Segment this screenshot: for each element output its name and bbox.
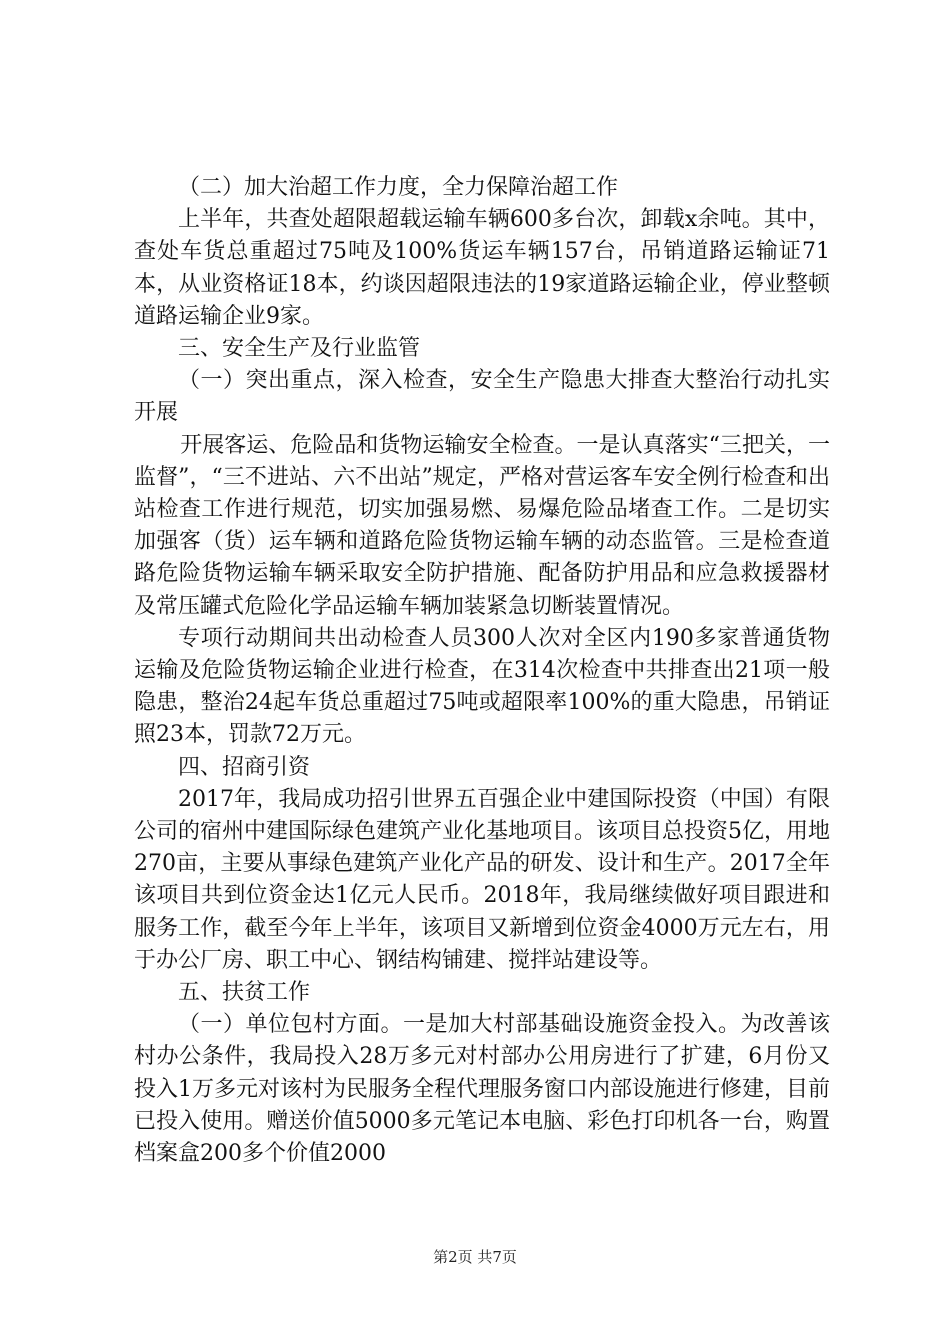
paragraph-8: 2017年，我局成功招引世界五百强企业中建国际投资（中国）有限公司的宿州中建国际绿色建筑产业化基地项目。该项目总投资5亿，用地270亩，主要从事绿色建筑产业化产品的研发、设计和生产。2017全年该项目共到位资金达1亿元人民币。2018年，我局继续做好项目跟进和服务工作，截至今年上半年，该项目又新增到位资金4000万元左右，用于办公厂房、职工中心、钢结构铺建、搅拌站建设等。 — [134, 786, 830, 973]
section-heading-4: 四、招商引资 — [178, 754, 311, 780]
section-heading-3: 三、安全生产及行业监管 — [178, 336, 421, 362]
page-footer: 第2页 共7页 — [433, 1248, 517, 1266]
document-body — [134, 172, 830, 1170]
paragraph-1: （二）加大治超工作力度，全力保障治超工作 — [178, 175, 619, 200]
paragraph-4: （一）突出重点，深入检查，安全生产隐患大排查大整治行动扎实开展 — [134, 368, 830, 426]
paragraph-6: 专项行动期间共出动检查人员300人次对全区内190多家普通货物运输及危险货物运输企业进行检查，在314次检查中共排查出21项一般隐患，整治24起车货总重超过75吨或超限率100%的重大隐患，吊销证照23本，罚款72万元。 — [134, 625, 830, 748]
paragraph-5: 开展客运、危险品和货物运输安全检查。一是认真落实“三把关，一监督”，“三不进站、六不出站”规定，严格对营运客车安全例行检查和出站检查工作进行规范，切实加强易燃、易爆危险品堵查工作。二是切实加强客（货）运车辆和道路危险货物运输车辆的动态监管。三是检查道路危险货物运输车辆采取安全防护措施、配备防护用品和应急救援器材及常压罐式危险化学品运输车辆加装紧急切断装置情况。 — [134, 432, 830, 619]
paragraph-10: （一）单位包村方面。一是加大村部基础设施资金投入。为改善该村办公条件，我局投入28万多元对村部办公用房进行了扩建，6月份又投入1万多元对该村为民服务全程代理服务窗口内部设施进行修建，目前已投入使用。赠送价值5000多元笔记本电脑、彩色打印机各一台，购置档案盒200多个价值2000 — [134, 1012, 830, 1167]
section-heading-5: 五、扶贫工作 — [178, 980, 311, 1006]
paragraph-2: 上半年，共查处超限超载运输车辆600多台次，卸载x余吨。其中，查处车货总重超过75吨及100%货运车辆157台，吊销道路运输证71本，从业资格证18本，约谈因超限违法的19家道路运输企业，停业整顿道路运输企业9家。 — [134, 207, 830, 329]
